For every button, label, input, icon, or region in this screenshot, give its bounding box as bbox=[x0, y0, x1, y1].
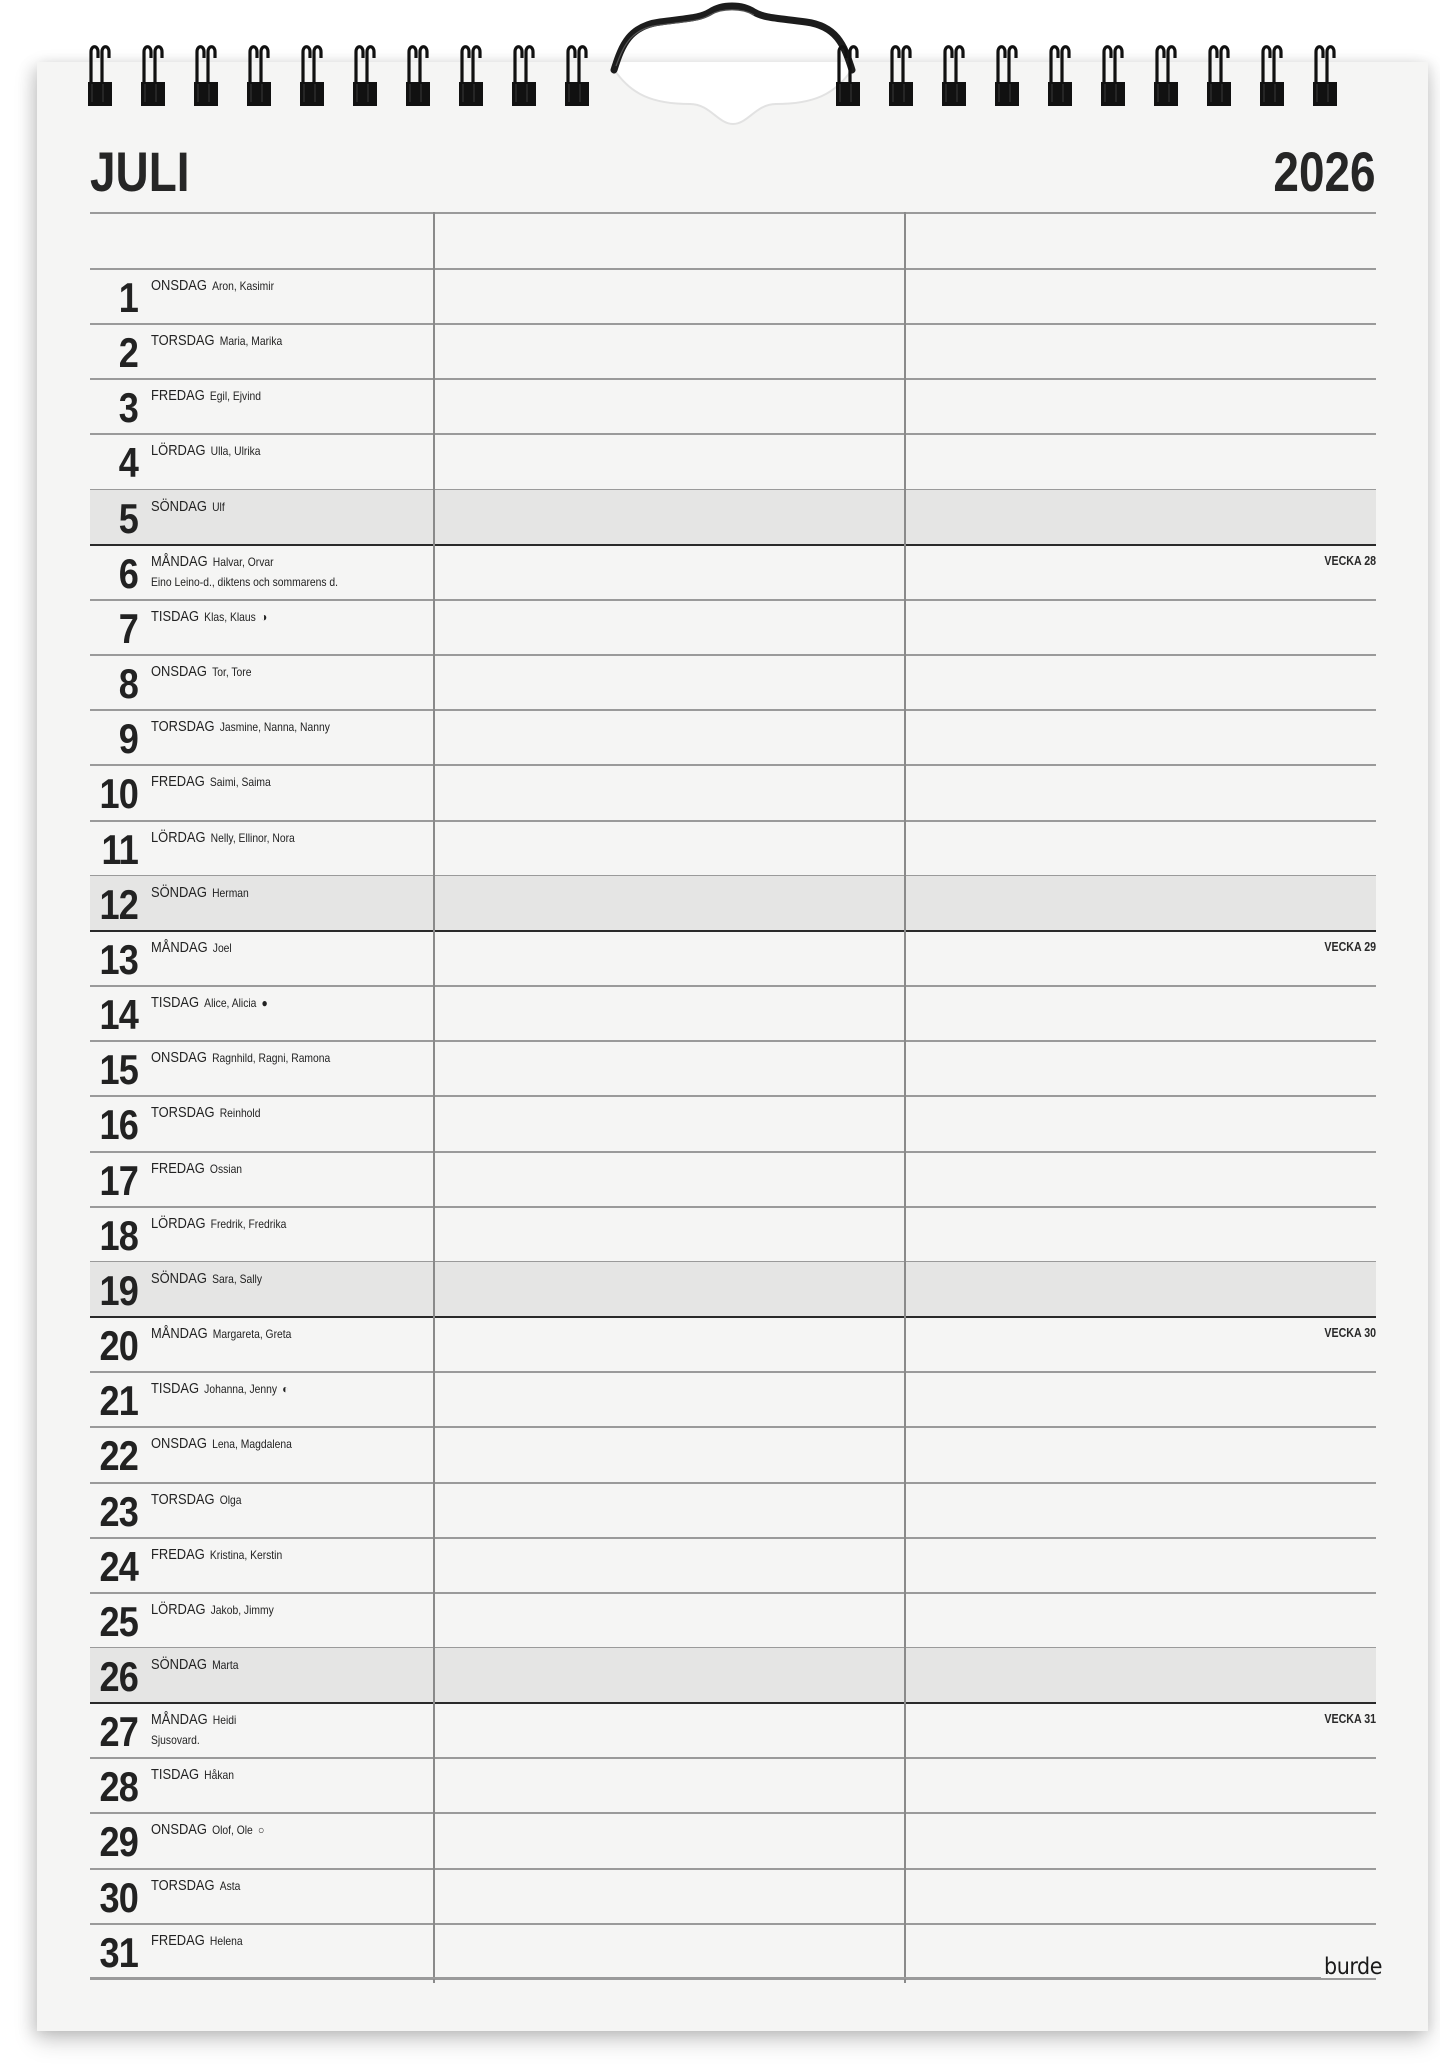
day-note: Eino Leino-d., diktens och sommarens d. bbox=[151, 574, 339, 589]
day-info bbox=[151, 1325, 291, 1343]
day-number: 16 bbox=[99, 1101, 138, 1149]
day-info bbox=[151, 1766, 234, 1784]
day-info bbox=[151, 442, 261, 460]
last-quarter-moon-icon: ◐ bbox=[282, 1382, 289, 1397]
weekday-label: LÖRDAG bbox=[151, 442, 206, 460]
binding-coil-icon bbox=[1206, 44, 1232, 108]
day-number: 5 bbox=[118, 494, 138, 542]
name-day-names: Joel bbox=[212, 940, 232, 955]
day-number: 17 bbox=[99, 1156, 138, 1204]
day-info bbox=[151, 1656, 238, 1674]
name-day-names: Helena bbox=[209, 1933, 243, 1948]
day-row[interactable] bbox=[90, 269, 1376, 324]
day-info bbox=[151, 1270, 262, 1288]
weekday-label: LÖRDAG bbox=[151, 828, 206, 846]
day-number: 25 bbox=[99, 1597, 138, 1645]
weekday-label: ONSDAG bbox=[151, 663, 207, 681]
day-info bbox=[151, 608, 267, 626]
day-row[interactable] bbox=[90, 1207, 1376, 1262]
binding-coil-icon bbox=[458, 44, 484, 108]
day-number: 7 bbox=[118, 604, 138, 652]
day-row[interactable] bbox=[90, 710, 1376, 765]
name-day-names: Jasmine, Nanna, Nanny bbox=[219, 720, 330, 735]
header-rule bbox=[90, 212, 1376, 214]
name-day-names: Saimi, Saima bbox=[209, 775, 271, 790]
day-number: 10 bbox=[99, 770, 138, 818]
binding-coil-icon bbox=[1047, 44, 1073, 108]
day-row[interactable] bbox=[90, 1041, 1376, 1096]
day-row[interactable] bbox=[90, 1538, 1376, 1593]
day-info bbox=[151, 387, 261, 405]
name-day-names: Ragnhild, Ragni, Ramona bbox=[212, 1051, 331, 1066]
day-number: 29 bbox=[99, 1818, 138, 1866]
binding-coil-icon bbox=[1100, 44, 1126, 108]
day-info bbox=[151, 1491, 242, 1509]
day-number: 27 bbox=[99, 1708, 138, 1756]
name-day-names: Fredrik, Fredrika bbox=[210, 1216, 287, 1231]
day-info bbox=[151, 498, 225, 516]
day-number: 21 bbox=[99, 1377, 138, 1425]
name-day-names: Egil, Ejvind bbox=[209, 389, 261, 404]
new-moon-icon: ● bbox=[261, 996, 268, 1011]
day-info bbox=[151, 332, 282, 350]
name-day-names: Lena, Magdalena bbox=[212, 1437, 292, 1452]
day-number: 24 bbox=[99, 1542, 138, 1590]
binding-coil-icon bbox=[888, 44, 914, 108]
day-info bbox=[151, 1601, 274, 1619]
day-row[interactable] bbox=[90, 876, 1376, 931]
weekday-label: TISDAG bbox=[151, 1766, 200, 1784]
day-row[interactable] bbox=[90, 1924, 1376, 1979]
day-number: 3 bbox=[118, 384, 138, 432]
day-info bbox=[151, 1877, 240, 1895]
binding-coil-icon bbox=[140, 44, 166, 108]
name-day-names: Margareta, Greta bbox=[212, 1327, 292, 1342]
day-row[interactable] bbox=[90, 655, 1376, 710]
weekday-label: TISDAG bbox=[151, 994, 200, 1012]
day-info bbox=[151, 718, 330, 736]
day-number: 28 bbox=[99, 1763, 138, 1811]
binding-coil-icon bbox=[511, 44, 537, 108]
day-row[interactable] bbox=[90, 1758, 1376, 1813]
name-day-names: Alice, Alicia bbox=[204, 996, 257, 1011]
day-info bbox=[151, 1160, 242, 1178]
day-number: 6 bbox=[118, 549, 138, 597]
weekday-label: TISDAG bbox=[151, 1380, 200, 1398]
day-number: 4 bbox=[118, 439, 138, 487]
binding-coil-icon bbox=[352, 44, 378, 108]
day-row[interactable] bbox=[90, 1317, 1376, 1372]
name-day-names: Tor, Tore bbox=[212, 665, 252, 680]
name-day-names: Kristina, Kerstin bbox=[209, 1547, 283, 1562]
day-number: 13 bbox=[99, 935, 138, 983]
weekday-label: MÅNDAG bbox=[151, 938, 208, 956]
hanger-wire-icon bbox=[600, 0, 866, 130]
binding-coil-icon bbox=[1259, 44, 1285, 108]
weekday-label: SÖNDAG bbox=[151, 497, 207, 515]
day-row[interactable] bbox=[90, 1593, 1376, 1648]
week-number: VECKA 28 bbox=[1324, 552, 1376, 568]
binding-coil-icon bbox=[564, 44, 590, 108]
day-row[interactable] bbox=[90, 765, 1376, 820]
weekday-label: MÅNDAG bbox=[151, 1711, 208, 1729]
day-row[interactable] bbox=[90, 1703, 1376, 1758]
weekday-label: ONSDAG bbox=[151, 1435, 207, 1453]
binding-coil-icon bbox=[299, 44, 325, 108]
day-number: 30 bbox=[99, 1873, 138, 1921]
day-info bbox=[151, 1821, 264, 1839]
name-day-names: Olga bbox=[219, 1492, 242, 1507]
weekday-label: TISDAG bbox=[151, 607, 200, 625]
name-day-names: Sara, Sally bbox=[212, 1271, 262, 1286]
day-info bbox=[151, 994, 268, 1012]
weekday-label: TORSDAG bbox=[151, 1490, 215, 1508]
weekday-label: SÖNDAG bbox=[151, 1269, 207, 1287]
day-row[interactable] bbox=[90, 1648, 1376, 1703]
weekday-label: MÅNDAG bbox=[151, 1325, 208, 1343]
binding-coil-icon bbox=[994, 44, 1020, 108]
weekday-label: TORSDAG bbox=[151, 718, 215, 736]
day-row[interactable] bbox=[90, 379, 1376, 434]
day-number: 14 bbox=[99, 991, 138, 1039]
day-info bbox=[151, 1932, 243, 1950]
name-day-names: Halvar, Orvar bbox=[212, 554, 274, 569]
day-info bbox=[151, 884, 249, 902]
day-row[interactable] bbox=[90, 490, 1376, 545]
weekday-label: ONSDAG bbox=[151, 1049, 207, 1067]
day-info bbox=[151, 1546, 282, 1564]
name-day-names: Johanna, Jenny bbox=[204, 1382, 278, 1397]
day-number: 9 bbox=[118, 715, 138, 763]
day-note: Sjusovard. bbox=[151, 1733, 200, 1748]
weekday-label: FREDAG bbox=[151, 1931, 205, 1949]
day-row[interactable] bbox=[90, 434, 1376, 489]
day-number: 8 bbox=[118, 660, 138, 708]
day-row[interactable] bbox=[90, 986, 1376, 1041]
day-info bbox=[151, 1380, 288, 1398]
week-number: VECKA 31 bbox=[1324, 1711, 1376, 1727]
binding-coil-icon bbox=[87, 44, 113, 108]
day-number: 18 bbox=[99, 1211, 138, 1259]
full-moon-icon: ○ bbox=[257, 1823, 265, 1838]
footer-rule bbox=[90, 1977, 1321, 1979]
name-day-names: Klas, Klaus bbox=[204, 609, 256, 624]
name-day-names: Reinhold bbox=[219, 1106, 261, 1121]
name-day-names: Olof, Ole bbox=[212, 1823, 253, 1838]
day-number: 15 bbox=[99, 1046, 138, 1094]
weekday-label: ONSDAG bbox=[151, 1821, 207, 1839]
weekday-label: FREDAG bbox=[151, 387, 205, 405]
name-day-names: Heidi bbox=[212, 1713, 237, 1728]
day-number: 11 bbox=[101, 825, 138, 873]
day-number: 19 bbox=[99, 1266, 138, 1314]
weekday-label: SÖNDAG bbox=[151, 883, 207, 901]
day-row[interactable] bbox=[90, 1427, 1376, 1482]
day-row[interactable] bbox=[90, 1152, 1376, 1207]
day-number: 23 bbox=[99, 1487, 138, 1535]
week-number: VECKA 30 bbox=[1324, 1325, 1376, 1341]
day-info bbox=[151, 1049, 330, 1067]
month-title: JULI bbox=[90, 140, 190, 203]
day-info bbox=[151, 773, 271, 791]
day-number: 31 bbox=[99, 1928, 138, 1976]
day-number: 26 bbox=[99, 1653, 138, 1700]
day-row[interactable] bbox=[90, 931, 1376, 986]
day-row[interactable] bbox=[90, 1813, 1376, 1868]
weekday-label: FREDAG bbox=[151, 1545, 205, 1563]
name-day-names: Herman bbox=[212, 885, 249, 900]
name-day-names: Asta bbox=[219, 1878, 241, 1893]
day-row[interactable] bbox=[90, 324, 1376, 379]
name-day-names: Ulf bbox=[212, 499, 225, 514]
weekday-label: TORSDAG bbox=[151, 1104, 215, 1122]
day-info bbox=[151, 829, 295, 847]
day-number: 1 bbox=[118, 274, 138, 321]
day-row[interactable] bbox=[90, 1483, 1376, 1538]
first-quarter-moon-icon: ◑ bbox=[260, 609, 268, 624]
name-day-names: Håkan bbox=[204, 1768, 235, 1783]
binding-coil-icon bbox=[835, 44, 861, 108]
weekday-label: ONSDAG bbox=[151, 277, 207, 294]
binding-coil-icon bbox=[1153, 44, 1179, 108]
day-number: 20 bbox=[99, 1322, 138, 1370]
day-info bbox=[151, 663, 251, 681]
name-day-names: Marta bbox=[212, 1658, 239, 1672]
binding-coil-icon bbox=[193, 44, 219, 108]
weekday-label: FREDAG bbox=[151, 1159, 205, 1177]
day-number: 12 bbox=[99, 880, 138, 928]
name-day-names: Aron, Kasimir bbox=[212, 279, 275, 293]
day-row[interactable] bbox=[90, 1096, 1376, 1151]
day-info bbox=[151, 277, 274, 295]
binding-coil-icon bbox=[405, 44, 431, 108]
day-number: 22 bbox=[99, 1432, 138, 1480]
day-row[interactable] bbox=[90, 545, 1376, 600]
week-number: VECKA 29 bbox=[1324, 938, 1376, 954]
day-info bbox=[151, 1435, 292, 1453]
burde-logo: burde bbox=[1324, 1954, 1383, 1980]
day-row[interactable] bbox=[90, 1869, 1376, 1924]
binding-coil-icon bbox=[246, 44, 272, 108]
column-divider bbox=[904, 212, 906, 1983]
day-number: 2 bbox=[118, 329, 138, 377]
day-info bbox=[151, 1215, 286, 1233]
day-info bbox=[151, 553, 274, 571]
day-row[interactable] bbox=[90, 1262, 1376, 1317]
binding-coil-icon bbox=[1312, 44, 1338, 108]
day-info bbox=[151, 939, 232, 957]
weekday-label: TORSDAG bbox=[151, 1876, 215, 1894]
name-day-names: Jakob, Jimmy bbox=[210, 1602, 274, 1617]
name-day-names: Ulla, Ulrika bbox=[210, 444, 261, 459]
column-divider bbox=[433, 212, 435, 1983]
weekday-label: TORSDAG bbox=[151, 332, 215, 350]
name-day-names: Maria, Marika bbox=[219, 334, 283, 349]
day-row[interactable] bbox=[90, 821, 1376, 876]
weekday-label: LÖRDAG bbox=[151, 1214, 206, 1232]
name-day-names: Nelly, Ellinor, Nora bbox=[210, 830, 295, 845]
weekday-label: SÖNDAG bbox=[151, 1656, 207, 1673]
day-info bbox=[151, 1711, 236, 1729]
day-row[interactable] bbox=[90, 1372, 1376, 1427]
name-day-names: Ossian bbox=[209, 1161, 243, 1176]
day-info bbox=[151, 1104, 260, 1122]
binding-coil-icon bbox=[941, 44, 967, 108]
weekday-label: MÅNDAG bbox=[151, 552, 208, 570]
weekday-label: FREDAG bbox=[151, 773, 205, 791]
day-row[interactable] bbox=[90, 600, 1376, 655]
year-title: 2026 bbox=[1273, 140, 1376, 203]
weekday-label: LÖRDAG bbox=[151, 1600, 206, 1618]
